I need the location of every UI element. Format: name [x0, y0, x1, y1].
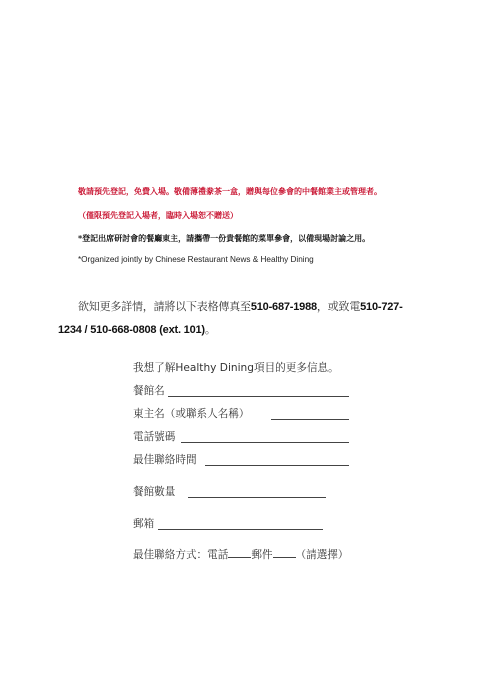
contact-suffix: 。: [204, 323, 216, 336]
contact-prefix: 欲知更多詳情，請將以下表格傳真至: [78, 300, 251, 313]
contact-method-label: 最佳聯絡方式：: [133, 549, 208, 561]
contact-method-row: [133, 547, 349, 562]
restaurant-count-field[interactable]: [188, 497, 326, 498]
email-label: 郵箱: [133, 518, 155, 530]
email-field[interactable]: [158, 529, 323, 530]
notice-organizers: *Organized jointly by Chinese Restaurant News & Healthy Dining: [78, 255, 314, 264]
method-email-field[interactable]: [273, 557, 296, 558]
phone-label: 電話號碼: [133, 431, 176, 443]
phone-separator: /: [81, 324, 91, 336]
phone-number-2: 510-668-0808 (ext. 101): [90, 324, 205, 336]
method-phone-field[interactable]: [228, 557, 251, 558]
restaurant-name-field[interactable]: [168, 396, 349, 397]
contact-mid: ，或致電: [316, 300, 361, 313]
notice-bring-menu: *登記出席研討會的餐廳東主，請攜帶一份貴餐館的菜單參會，以備現場討論之用。: [78, 233, 371, 243]
contact-line-2: [58, 321, 216, 337]
fax-number: 510-687-1988: [250, 301, 317, 313]
contact-line-1: [78, 298, 403, 314]
notice-prereg-only: （僅限預先登記入場者，臨時入場恕不贈送）: [78, 210, 238, 220]
owner-name-field[interactable]: [271, 419, 349, 420]
notice-registration: 敬請預先登記，免費入場。敬備薄禮豢茶一盒，贈與每位參會的中餐館業主或管理者。: [78, 186, 382, 196]
phone-number-1-part1: 510-727-: [360, 301, 403, 313]
restaurant-count-label: 餐館數量: [133, 486, 176, 498]
phone-number-1-part2: 1234: [58, 324, 82, 336]
best-time-label: 最佳聯絡時間: [133, 454, 197, 466]
restaurant-name-label: 餐館名: [133, 385, 165, 397]
method-phone-label: 電話: [207, 549, 229, 561]
method-hint: （請選擇）: [295, 549, 349, 561]
owner-name-label: 東主名（或聯系人名稱）: [133, 408, 250, 420]
phone-field[interactable]: [181, 442, 349, 443]
form-intro: 我想了解Healthy Dining項目的更多信息。: [133, 362, 339, 374]
best-time-field[interactable]: [205, 465, 349, 466]
method-email-label: 郵件: [251, 549, 273, 561]
